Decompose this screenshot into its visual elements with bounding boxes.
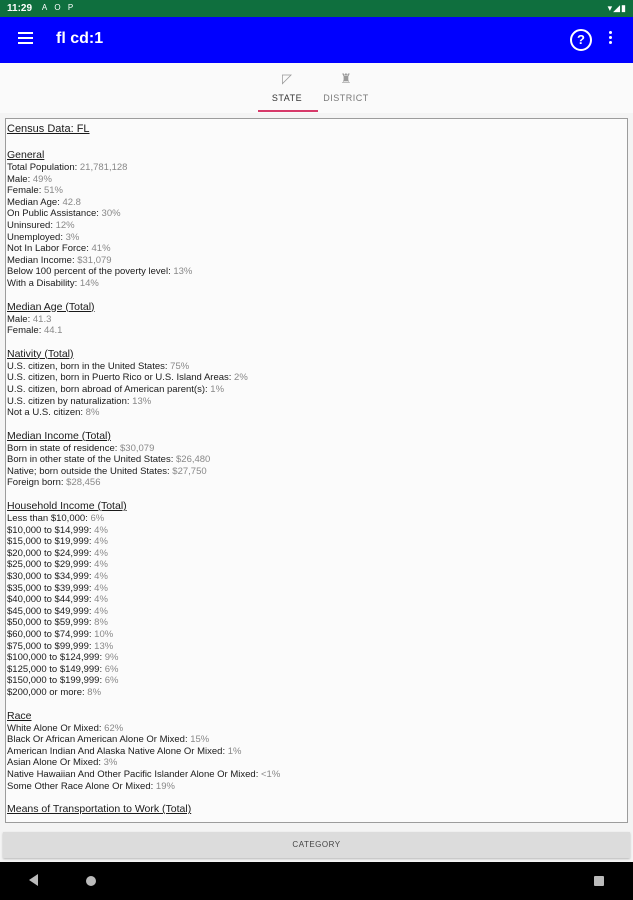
data-row <box>7 664 626 676</box>
row-label: $200,000 or more <box>7 686 82 698</box>
row-separator: : <box>82 686 88 698</box>
row-label: U.S. citizen by naturalization <box>7 395 127 407</box>
data-row <box>7 208 626 220</box>
row-value: 6% <box>90 513 105 525</box>
row-value: 44.1 <box>43 325 63 337</box>
tab-district[interactable] <box>311 63 381 113</box>
row-value: 49% <box>32 173 52 185</box>
row-label: $60,000 to $74,999 <box>7 629 89 640</box>
row-separator: : <box>167 465 173 477</box>
row-label: Male <box>7 173 28 185</box>
status-icons: ▾◢▮ <box>607 3 627 13</box>
back-icon[interactable] <box>29 874 38 886</box>
row-separator: : <box>74 162 80 173</box>
row-value: <1% <box>260 768 281 780</box>
recent-apps-icon[interactable] <box>594 876 604 886</box>
row-label: $50,000 to $59,999 <box>7 617 89 629</box>
row-value: $27,750 <box>172 465 207 477</box>
row-separator: : <box>98 722 105 734</box>
row-separator: : <box>57 196 63 208</box>
row-separator: : <box>88 536 95 548</box>
data-row <box>7 559 626 571</box>
help-icon[interactable]: ? <box>570 29 592 51</box>
data-row <box>7 314 626 326</box>
data-row <box>7 466 626 478</box>
row-label: $30,000 to $34,999 <box>7 571 89 583</box>
row-value: 12% <box>55 219 75 231</box>
data-row <box>7 185 626 197</box>
data-row <box>7 734 626 746</box>
row-value: $31,079 <box>77 254 112 266</box>
data-row <box>7 652 626 664</box>
data-row <box>7 723 626 735</box>
row-label: Total Population <box>7 162 75 173</box>
tab-indicator <box>258 110 318 112</box>
row-label: U.S. citizen, born in the United States <box>7 360 165 372</box>
row-value: 4% <box>94 547 108 559</box>
row-label: $100,000 to $124,999 <box>7 652 100 664</box>
census-data-panel[interactable] <box>5 118 628 823</box>
data-row <box>7 571 626 583</box>
row-value: 8% <box>94 617 108 629</box>
row-value: 14% <box>79 277 99 289</box>
data-row <box>7 606 626 618</box>
row-separator: : <box>88 617 95 629</box>
row-label: U.S. citizen, born in Puerto Rico or U.S. Island Areas <box>7 372 229 384</box>
row-separator: : <box>88 571 95 583</box>
tab-district-label: DISTRICT <box>323 93 369 103</box>
section-title: Household Income (Total) <box>7 500 127 513</box>
data-section <box>7 348 626 419</box>
notification-icon: O <box>54 3 61 12</box>
state-outline-icon: ◸ <box>282 71 292 86</box>
data-row <box>7 513 626 525</box>
row-separator: : <box>99 675 105 687</box>
data-section <box>7 500 626 699</box>
row-separator: : <box>88 629 95 640</box>
row-value: 42.8 <box>62 196 81 208</box>
row-separator: : <box>170 454 176 466</box>
row-label: Native Hawaiian And Other Pacific Islander Alone Or Mixed <box>7 768 256 780</box>
status-time: 11:29 <box>7 3 33 14</box>
data-row <box>7 769 626 781</box>
row-value: 9% <box>104 652 119 664</box>
data-row <box>7 781 626 793</box>
data-row <box>7 675 626 687</box>
row-label: $15,000 to $19,999 <box>7 536 89 548</box>
row-value: 19% <box>155 780 175 792</box>
data-row <box>7 384 626 396</box>
row-value: 6% <box>104 663 119 675</box>
row-separator: : <box>126 395 133 407</box>
row-separator: : <box>88 594 95 606</box>
data-row <box>7 454 626 466</box>
row-separator: : <box>60 477 67 489</box>
section-title: Race <box>7 709 32 722</box>
row-label: Born in other state of the United States <box>7 454 171 466</box>
row-separator: : <box>86 243 92 255</box>
data-row <box>7 548 626 560</box>
row-separator: : <box>85 513 91 525</box>
home-icon[interactable] <box>86 876 96 886</box>
row-label: Median Age <box>7 196 58 208</box>
row-value: 13% <box>94 640 114 652</box>
row-value: 6% <box>104 675 119 687</box>
row-value: 10% <box>94 629 114 640</box>
row-value: 2% <box>234 372 248 384</box>
data-row <box>7 687 626 699</box>
row-label: Not a U.S. citizen <box>7 407 81 419</box>
status-bar <box>0 0 633 17</box>
row-separator: : <box>164 360 171 372</box>
notification-icon: P <box>67 3 74 12</box>
row-label: Asian Alone Or Mixed <box>7 757 99 769</box>
row-separator: : <box>96 208 102 220</box>
row-label: Unemployed <box>7 231 61 243</box>
row-label: Born in state of residence <box>7 442 115 454</box>
section-title: Means of Transportation to Work (Total) <box>7 803 192 816</box>
data-row <box>7 278 626 290</box>
row-value: $26,480 <box>176 454 211 466</box>
data-row <box>7 757 626 769</box>
row-separator: : <box>88 640 95 652</box>
data-row <box>7 243 626 255</box>
data-section <box>7 430 626 489</box>
navigation-bar <box>0 862 633 900</box>
data-row <box>7 583 626 595</box>
row-separator: : <box>27 173 33 185</box>
row-separator: : <box>80 407 86 419</box>
data-row <box>7 594 626 606</box>
row-label: $20,000 to $24,999 <box>7 547 89 559</box>
data-section <box>7 710 626 793</box>
data-row <box>7 477 626 489</box>
section-title: Nativity (Total) <box>7 347 74 360</box>
row-separator: : <box>205 383 211 395</box>
row-separator: : <box>98 757 104 769</box>
row-label: U.S. citizen, born abroad of American parent(s) <box>7 383 206 395</box>
row-separator: : <box>222 745 228 757</box>
row-separator: : <box>88 559 95 571</box>
data-row <box>7 372 626 384</box>
row-separator: : <box>60 231 66 243</box>
row-value: 13% <box>173 266 193 278</box>
category-button[interactable]: CATEGORY <box>3 832 630 858</box>
capitol-icon: ♜ <box>340 71 352 86</box>
row-label: Black Or African American Alone Or Mixed <box>7 734 185 746</box>
row-separator: : <box>150 780 156 792</box>
row-label: White Alone Or Mixed <box>7 722 99 734</box>
data-row <box>7 325 626 337</box>
data-section <box>7 301 626 337</box>
row-value: 4% <box>94 594 108 606</box>
row-value: 41.3 <box>32 313 52 325</box>
row-value: 13% <box>132 395 152 407</box>
data-row <box>7 396 626 408</box>
row-value: 4% <box>94 571 108 583</box>
row-label: Below 100 percent of the poverty level <box>7 266 169 278</box>
row-separator: : <box>27 313 33 325</box>
row-separator: : <box>88 524 95 536</box>
row-value: 62% <box>104 722 124 734</box>
data-row <box>7 407 626 419</box>
row-separator: : <box>184 734 191 746</box>
row-separator: : <box>38 185 44 197</box>
tab-state-label: STATE <box>271 93 303 103</box>
row-separator: : <box>168 266 174 278</box>
row-value: 1% <box>227 745 242 757</box>
data-row <box>7 232 626 244</box>
row-value: 4% <box>94 536 108 548</box>
row-separator: : <box>255 768 261 780</box>
row-value: 4% <box>94 559 108 571</box>
row-separator: : <box>99 652 105 664</box>
row-separator: : <box>88 547 95 559</box>
row-separator: : <box>99 663 105 675</box>
row-value: 51% <box>43 185 63 197</box>
row-value: 21,781,128 <box>79 162 128 173</box>
row-label: $125,000 to $149,999 <box>7 663 100 675</box>
row-value: 41% <box>91 243 111 255</box>
row-label: Uninsured <box>7 219 51 231</box>
section-title: Median Income (Total) <box>7 429 111 442</box>
page-title: Census Data: FL <box>7 123 90 135</box>
data-section <box>7 149 626 290</box>
row-separator: : <box>50 219 56 231</box>
row-label: $45,000 to $49,999 <box>7 605 89 617</box>
row-value: 3% <box>65 231 80 243</box>
row-value: 15% <box>190 734 210 746</box>
data-row <box>7 220 626 232</box>
app-bar <box>0 17 633 63</box>
data-row <box>7 266 626 278</box>
row-label: Some Other Race Alone Or Mixed <box>7 780 151 792</box>
notification-icon: A <box>41 3 48 12</box>
app-title: fl cd:1 <box>56 30 104 47</box>
data-row <box>7 197 626 209</box>
row-separator: : <box>228 372 235 384</box>
row-label: Not In Labor Force <box>7 243 87 255</box>
row-value: 1% <box>210 383 225 395</box>
row-value: 8% <box>85 407 100 419</box>
data-row <box>7 361 626 373</box>
row-value: 4% <box>94 605 108 617</box>
row-label: $40,000 to $44,999 <box>7 594 89 606</box>
row-value: 4% <box>94 524 108 536</box>
section-title: Median Age (Total) <box>7 300 95 313</box>
tab-bar <box>0 63 633 113</box>
data-row <box>7 641 626 653</box>
row-label: $25,000 to $29,999 <box>7 559 89 571</box>
row-value: $30,079 <box>120 442 155 454</box>
row-label: Female <box>7 185 39 197</box>
data-row <box>7 162 626 174</box>
row-label: Less than $10,000 <box>7 513 86 525</box>
row-value: 75% <box>170 360 190 372</box>
menu-icon[interactable] <box>18 32 33 45</box>
row-label: $75,000 to $99,999 <box>7 640 89 652</box>
row-label: Male <box>7 313 28 325</box>
row-label: Median Income <box>7 254 72 266</box>
row-label: On Public Assistance <box>7 208 97 220</box>
data-row <box>7 536 626 548</box>
row-label: American Indian And Alaska Native Alone Or Mixed <box>7 745 223 757</box>
row-separator: : <box>88 605 95 617</box>
data-row <box>7 443 626 455</box>
row-label: Native; born outside the United States <box>7 465 168 477</box>
row-value: 3% <box>103 757 118 769</box>
data-row <box>7 746 626 758</box>
row-separator: : <box>114 442 121 454</box>
data-row <box>7 255 626 267</box>
data-row <box>7 174 626 186</box>
section-title: General <box>7 149 45 161</box>
row-label: With a Disability <box>7 277 75 289</box>
row-label: $35,000 to $39,999 <box>7 582 89 594</box>
row-separator: : <box>88 582 95 594</box>
row-label: Foreign born <box>7 477 61 489</box>
row-separator: : <box>71 254 78 266</box>
row-value: 4% <box>94 582 108 594</box>
data-section <box>7 803 626 816</box>
row-value: $28,456 <box>66 477 101 489</box>
data-row <box>7 525 626 537</box>
data-row <box>7 629 626 641</box>
row-value: 30% <box>101 208 121 220</box>
row-value: 8% <box>87 686 102 698</box>
row-separator: : <box>74 277 80 289</box>
row-label: $10,000 to $14,999 <box>7 524 89 536</box>
row-separator: : <box>38 325 44 337</box>
more-options-icon[interactable] <box>607 31 613 49</box>
row-label: $150,000 to $199,999 <box>7 675 100 687</box>
row-label: Female <box>7 325 39 337</box>
data-row <box>7 617 626 629</box>
